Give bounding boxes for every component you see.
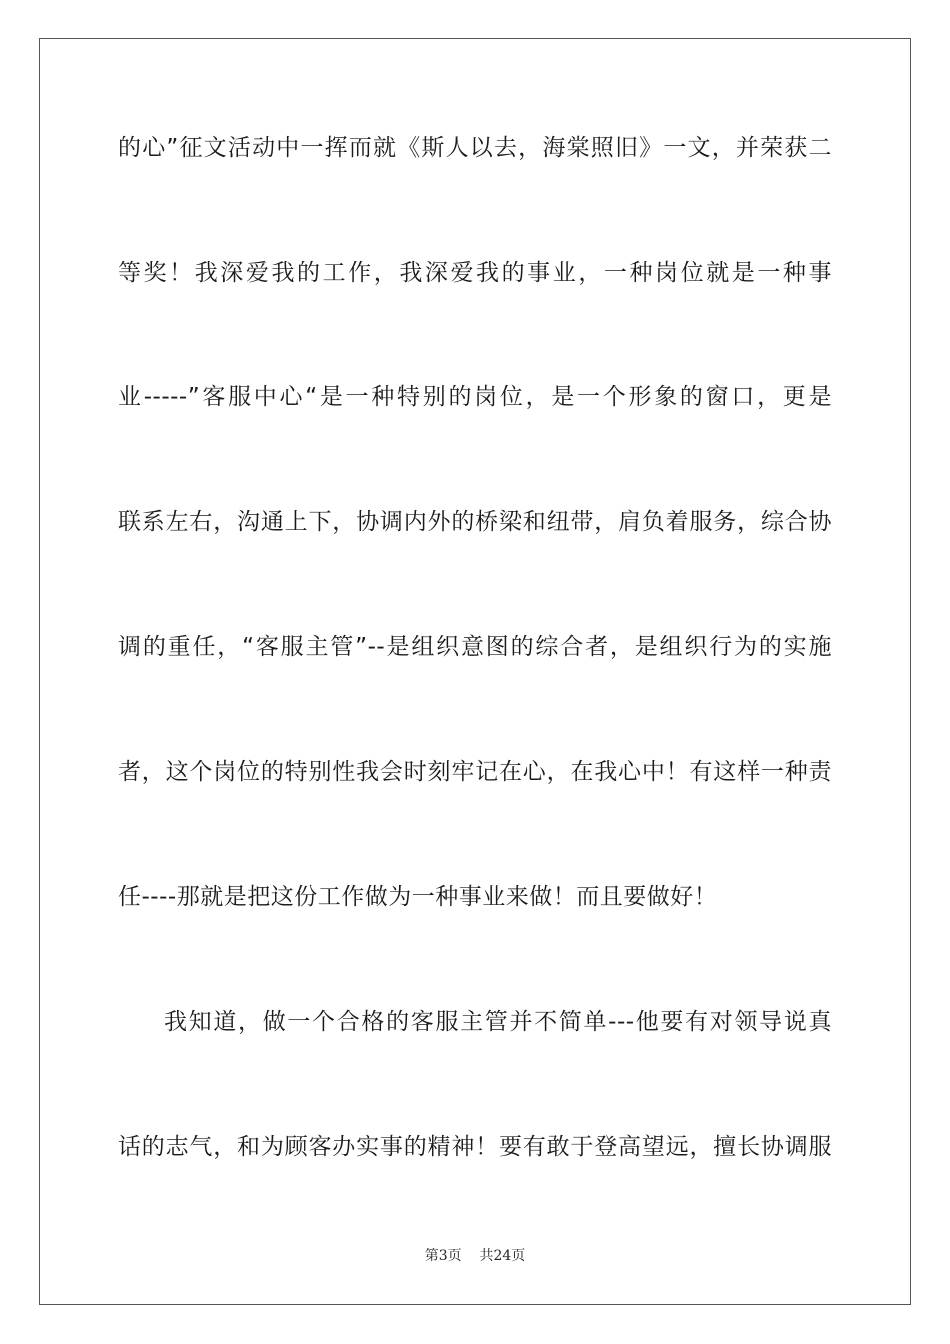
text-line-7: 任----那就是把这份工作做为一种事业来做！而且要做好！: [118, 884, 718, 910]
page-total: 共24页: [479, 1248, 526, 1264]
text-line-8: 我知道，做一个合格的客服主管并不简单---他要有对领导说真: [164, 1009, 832, 1035]
page-number: 第3页: [424, 1248, 462, 1264]
page-footer: [0, 1245, 950, 1265]
text-line-5: 调的重任，“客服主管”--是组织意图的综合者，是组织行为的实施: [118, 634, 832, 660]
text-line-1: 的心”征文活动中一挥而就《斯人以去，海棠照旧》一文，并荣获二: [118, 135, 832, 161]
page-border: [39, 38, 911, 1305]
text-line-3: 业-----”客服中心“是一种特别的岗位，是一个形象的窗口，更是: [118, 384, 832, 410]
text-line-9: 话的志气，和为顾客办实事的精神！要有敢于登高望远，擅长协调服: [118, 1134, 832, 1160]
text-line-6: 者，这个岗位的特别性我会时刻牢记在心，在我心中！有这样一种责: [118, 759, 832, 785]
text-line-2: 等奖！我深爱我的工作，我深爱我的事业，一种岗位就是一种事: [118, 260, 832, 286]
text-line-4: 联系左右，沟通上下，协调内外的桥梁和纽带，肩负着服务，综合协: [118, 509, 832, 535]
